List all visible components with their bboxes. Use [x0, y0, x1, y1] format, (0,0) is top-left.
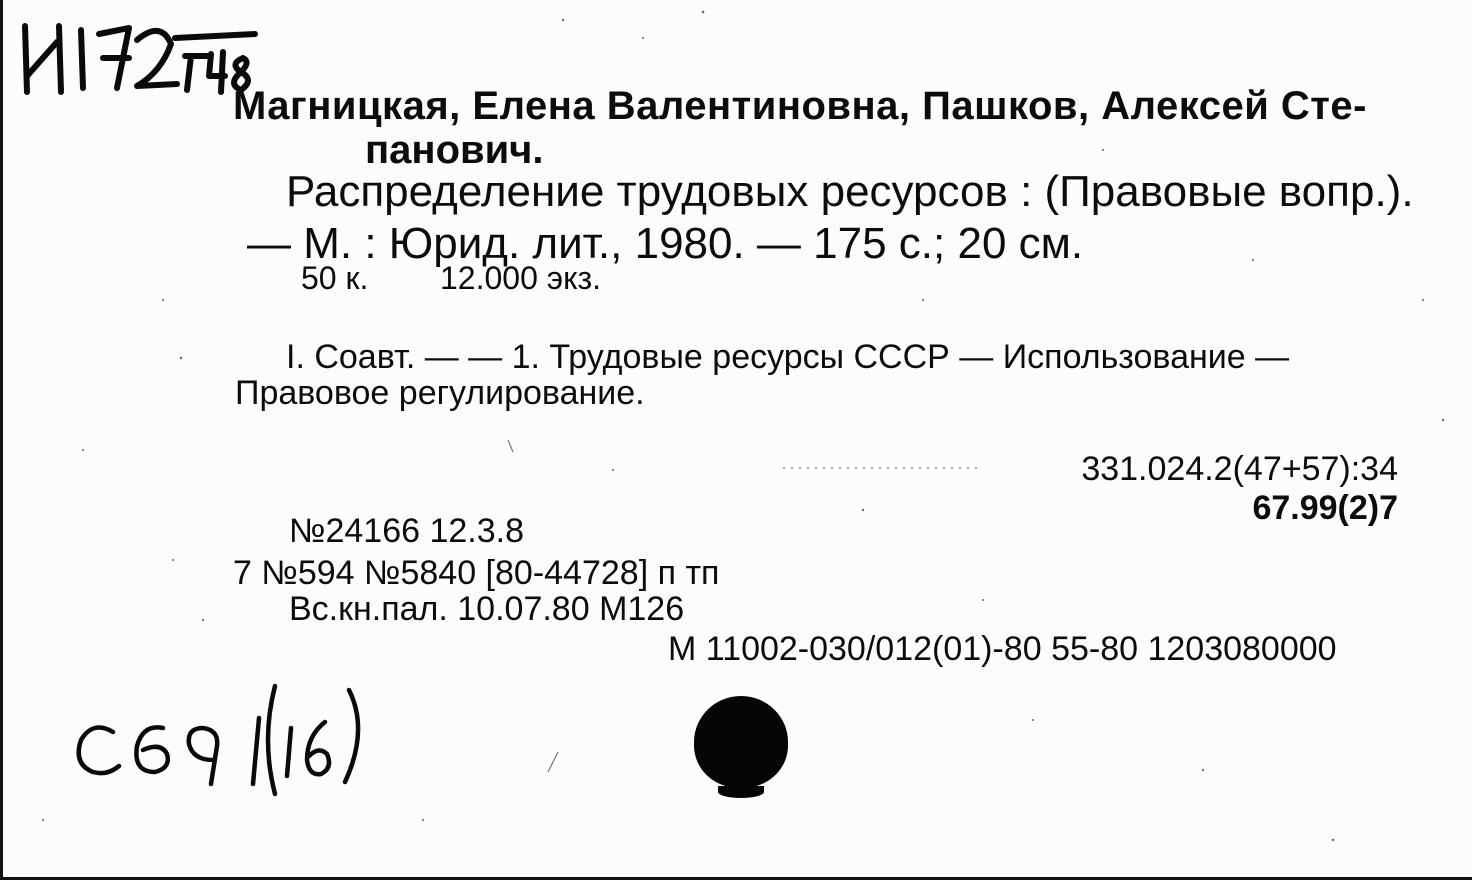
- tracing-line-1: I. Соавт. — — 1. Трудовые ресурсы СССР — Использование —: [286, 338, 1290, 376]
- service-line-2: 7 №594 №5840 [80-44728] п тп: [233, 554, 720, 592]
- punch-hole: [694, 696, 788, 788]
- bbk-index: 67.99(2)7: [1252, 489, 1398, 527]
- title-line-1: Распределение трудовых ресурсов : (Правовые вопр.).: [286, 167, 1414, 216]
- service-line-1: №24166 12.3.8: [289, 512, 524, 550]
- tracing-line-2: Правовое регулирование.: [235, 374, 645, 412]
- author-line-1: Магницкая, Елена Валентиновна, Пашков, Алексей Сте-: [233, 84, 1367, 128]
- title-line-2: — М. : Юрид. лит., 1980. — 175 с.; 20 см.: [247, 219, 1084, 268]
- service-line-4: М 11002-030/012(01)-80 55-80 1203080000: [668, 630, 1337, 668]
- price: 50 к.: [301, 260, 369, 296]
- author-line-2: панович.: [365, 128, 544, 172]
- udc-index: 331.024.2(47+57):34: [1081, 450, 1398, 488]
- print-run: 12.000 экз.: [440, 260, 602, 296]
- handwritten-shelfmark: [63, 680, 383, 800]
- handwritten-code-top: [11, 6, 261, 102]
- service-line-3: Вс.кн.пал. 10.07.80 М126: [289, 590, 685, 628]
